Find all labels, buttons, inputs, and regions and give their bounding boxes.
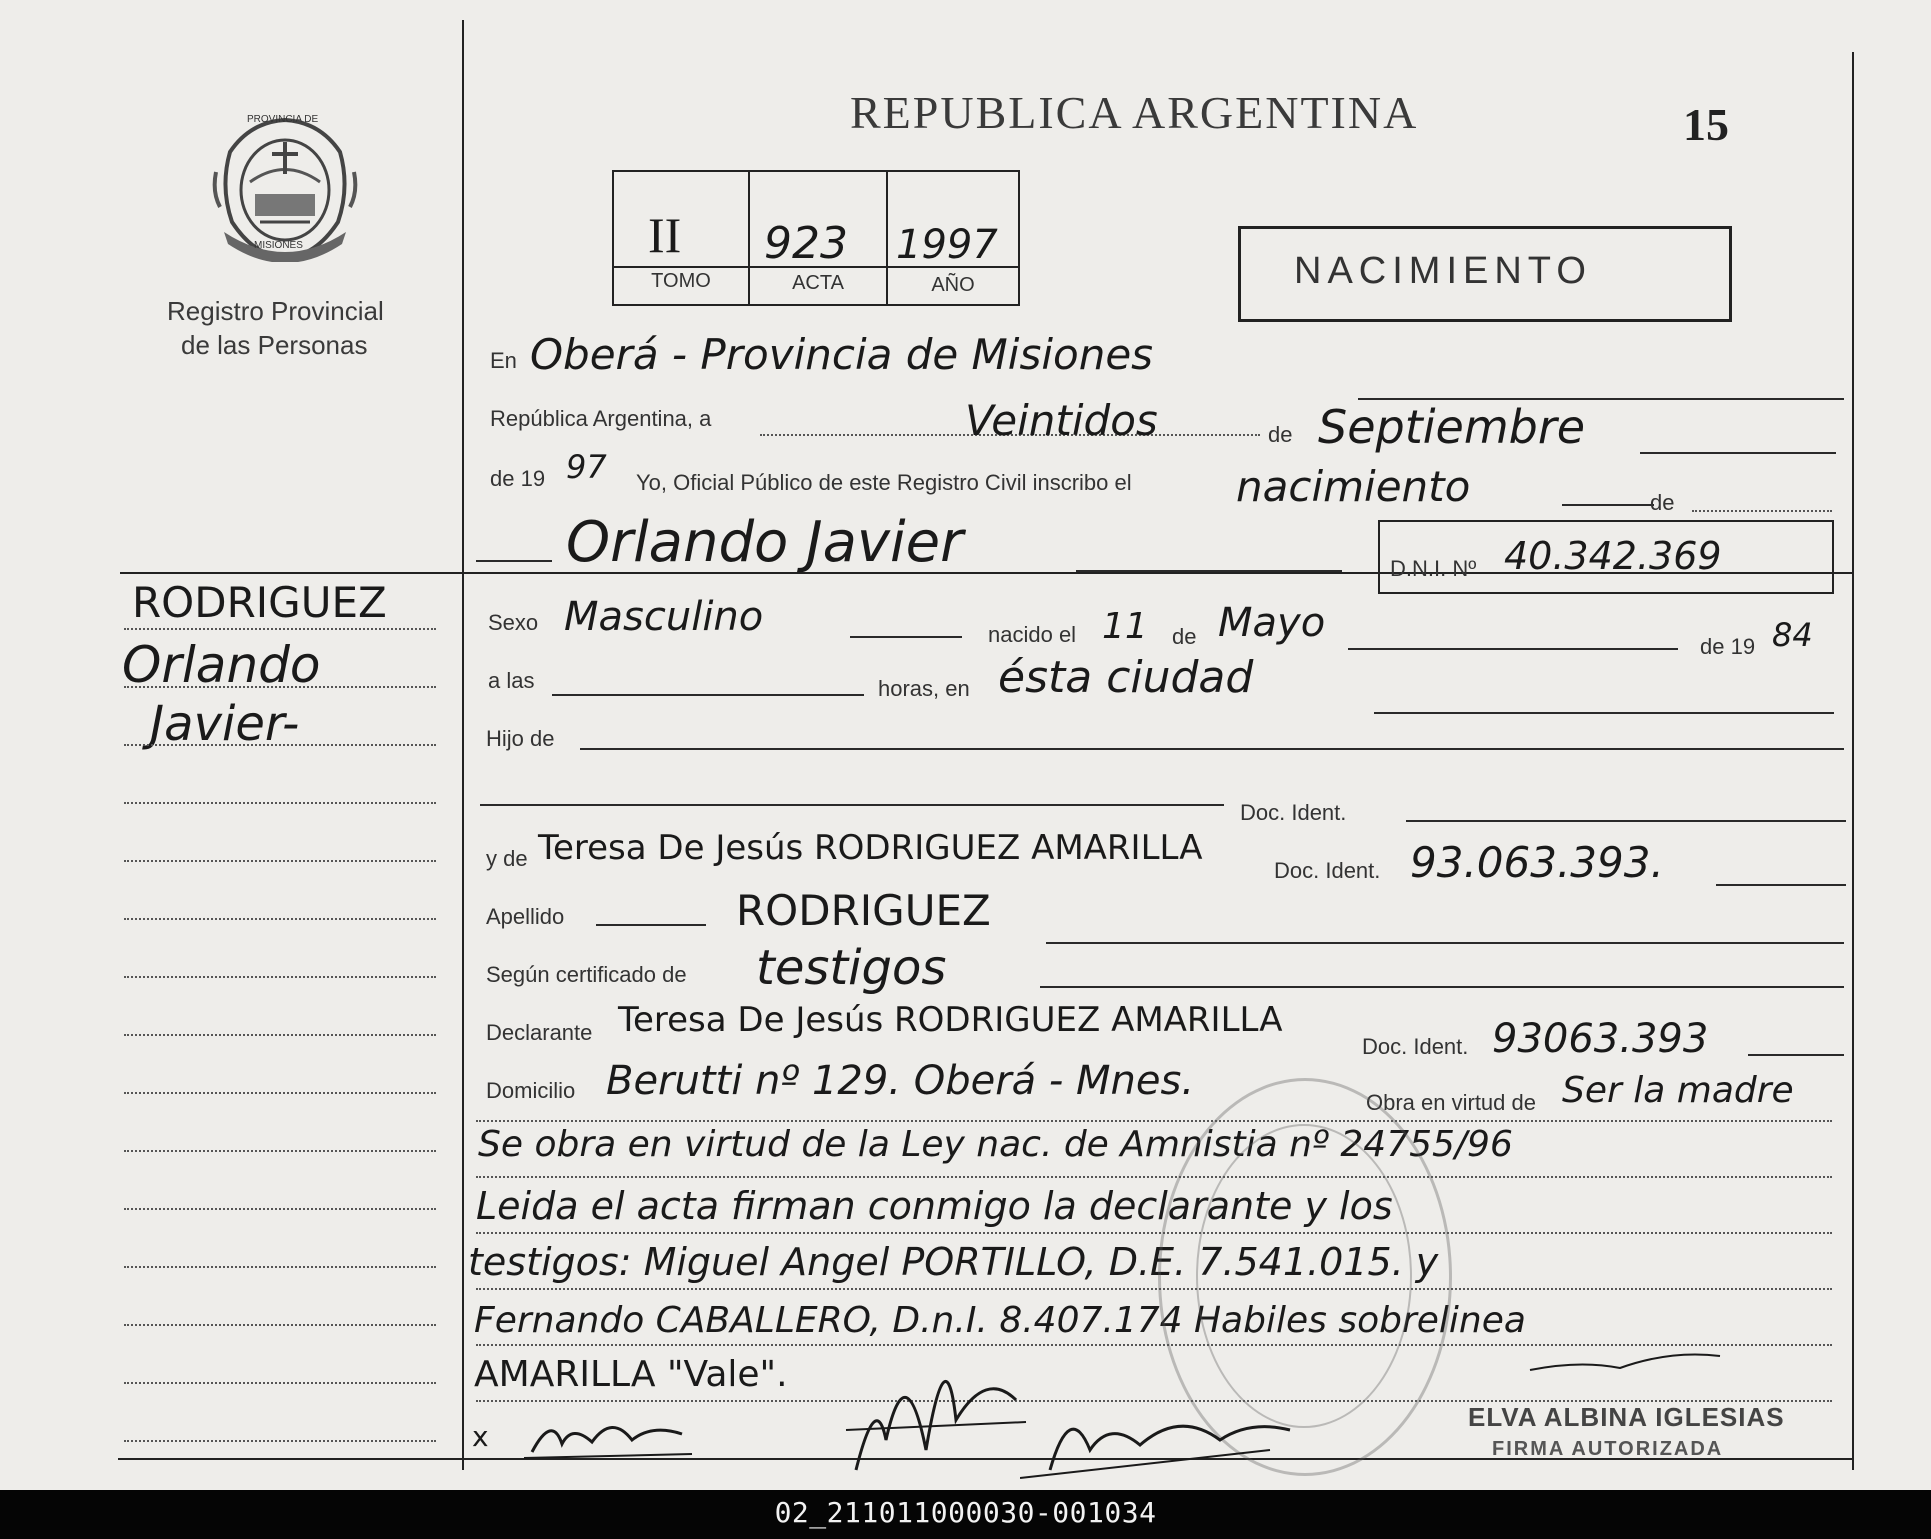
registry-name-line1: Registro Provincial (167, 296, 384, 326)
father-doc-line (1406, 820, 1846, 822)
apellido-label: Apellido (486, 904, 565, 929)
month-value: Septiembre (1318, 400, 1586, 454)
declarante-value: Teresa De Jesús RODRIGUEZ AMARILLA (618, 1000, 1283, 1040)
margin-dots-2 (124, 686, 436, 688)
republica-label: República Argentina, a (490, 406, 712, 431)
father-line-2 (480, 804, 1224, 806)
note-line-5: AMARILLA "Vale". (474, 1354, 788, 1395)
yo-text: Yo, Oficial Público de este Registro Civil inscribo el (636, 470, 1132, 495)
acta-value: 923 (764, 218, 848, 269)
note-line-4: Fernando CABALLERO, D.n.I. 8.407.174 Habiles sobrelinea (474, 1300, 1526, 1341)
left-column-divider (462, 20, 464, 1470)
ano-label: AÑO (931, 274, 975, 296)
apellido-value: RODRIGUEZ (736, 886, 991, 935)
declarante-doc-value: 93063.393 (1492, 1016, 1709, 1062)
declarant-signature-icon (522, 1404, 702, 1464)
doc-ident-label-2: Doc. Ident. (1274, 858, 1381, 883)
hour-line (552, 694, 864, 696)
de19-label: de 19 (490, 466, 546, 491)
year-suffix-value: 97 (566, 448, 607, 486)
segun-value: testigos (756, 940, 947, 996)
doc-ident-label-3: Doc. Ident. (1362, 1034, 1469, 1059)
hijo-label: Hijo de (486, 726, 555, 751)
sexo-line (850, 636, 962, 638)
country-heading: REPUBLICA ARGENTINA (850, 87, 1419, 138)
registry-name-line2: de las Personas (181, 330, 368, 360)
official-round-stamp-inner (1196, 1124, 1412, 1428)
margin-dots-13 (124, 1324, 436, 1326)
birth-day-value: 11 (1102, 606, 1148, 647)
en-label: En (490, 348, 517, 373)
margin-dots-3 (124, 744, 436, 746)
father-line-1 (580, 748, 1844, 750)
margin-dots-15 (124, 1440, 436, 1442)
tomo-label: TOMO (651, 270, 711, 292)
note-line-3: testigos: Miguel Angel PORTILLO, D.E. 7.541.015. y (468, 1240, 1439, 1284)
notes-dots-4 (476, 1288, 1832, 1290)
margin-first-name: Orlando (122, 636, 321, 694)
declarante-label: Declarante (486, 1020, 593, 1045)
official-title: FIRMA AUTORIZADA (1492, 1438, 1724, 1460)
birth-place-value: ésta ciudad (998, 652, 1254, 703)
horas-label: horas, en (878, 676, 970, 701)
margin-dots-4 (124, 802, 436, 804)
page-number: 15 (1683, 99, 1729, 150)
official-name: ELVA ALBINA IGLESIAS (1468, 1402, 1785, 1432)
obra-label: Obra en virtud de (1366, 1090, 1536, 1115)
seal-text-bottom: MISIONES (254, 240, 303, 251)
ano-value: 1997 (896, 222, 998, 268)
domicilio-value: Berutti nº 129. Oberá - Mnes. (606, 1058, 1195, 1104)
de-label: de (1268, 422, 1293, 447)
dni-value: 40.342.369 (1504, 534, 1722, 578)
birth-place-line (1374, 712, 1834, 714)
notes-dots-1 (476, 1120, 1832, 1122)
margin-dots-8 (124, 1034, 436, 1036)
mother-line (1716, 884, 1846, 886)
birth-month-value: Mayo (1218, 600, 1326, 646)
notes-dots-2 (476, 1176, 1832, 1178)
acta-label: ACTA (792, 272, 844, 294)
child-name-value: Orlando Javier (566, 510, 964, 575)
alas-label: a las (488, 668, 535, 693)
domicilio-label: Domicilio (486, 1078, 576, 1103)
birth-month-line (1348, 648, 1678, 650)
note-line-2: Leida el acta firman conmigo la declarante y los (476, 1184, 1393, 1228)
margin-dots-6 (124, 918, 436, 920)
record-type-label: NACIMIENTO (1294, 250, 1592, 292)
place-value: Oberá - Provincia de Misiones (530, 330, 1154, 379)
nacido-label: nacido el (988, 622, 1077, 647)
apellido-lead-line (596, 924, 706, 926)
witness-signature-2-icon (1020, 1390, 1300, 1480)
segun-label: Según certificado de (486, 962, 687, 987)
right-border (1852, 52, 1854, 1470)
mother-name-value: Teresa De Jesús RODRIGUEZ AMARILLA (538, 828, 1203, 868)
event-value: nacimiento (1236, 462, 1471, 511)
official-signature-icon (1520, 1330, 1760, 1400)
yde-label: y de (486, 846, 528, 871)
doc-ident-label: Doc. Ident. (1240, 800, 1347, 825)
dni-label: D.N.I. Nº (1390, 556, 1477, 581)
month-line (1640, 452, 1836, 454)
witness-signature-1-icon (836, 1330, 1036, 1480)
margin-dots-10 (124, 1150, 436, 1152)
margin-surname: RODRIGUEZ (132, 578, 387, 627)
declarante-line (1748, 1054, 1844, 1056)
de19-label-2: de 19 (1700, 634, 1756, 659)
event-dots (1692, 510, 1832, 512)
event-line (1562, 504, 1654, 506)
file-caption: 02_211011000030-001034 (774, 1496, 1157, 1529)
note-line-1: Se obra en virtud de la Ley nac. de Amnistia nº 24755/96 (478, 1124, 1513, 1165)
de-label-2: de (1650, 490, 1675, 515)
de-label-3: de (1172, 624, 1197, 649)
name-trail-line (1076, 570, 1342, 572)
margin-dots-5 (124, 860, 436, 862)
obra-value: Ser la madre (1562, 1070, 1794, 1111)
sexo-value: Masculino (564, 594, 764, 640)
margin-dots-9 (124, 1092, 436, 1094)
margin-dots-14 (124, 1382, 436, 1384)
apellido-line (1046, 942, 1844, 944)
x-mark: x (472, 1420, 489, 1453)
sexo-label: Sexo (488, 610, 539, 635)
mother-doc-value: 93.063.393. (1410, 838, 1664, 887)
margin-dots-12 (124, 1266, 436, 1268)
margin-second-name: Javier- (150, 696, 300, 752)
margin-dots-1 (124, 628, 436, 630)
margin-dots-7 (124, 976, 436, 978)
birth-year-suffix-value: 84 (1772, 616, 1813, 654)
name-lead-line (476, 560, 552, 562)
margin-dots-11 (124, 1208, 436, 1210)
day-words-value: Veintidos (965, 396, 1158, 445)
tomo-value: II (648, 207, 682, 263)
notes-dots-3 (476, 1232, 1832, 1234)
segun-line (1040, 986, 1844, 988)
seal-text-top: PROVINCIA DE (247, 114, 319, 125)
